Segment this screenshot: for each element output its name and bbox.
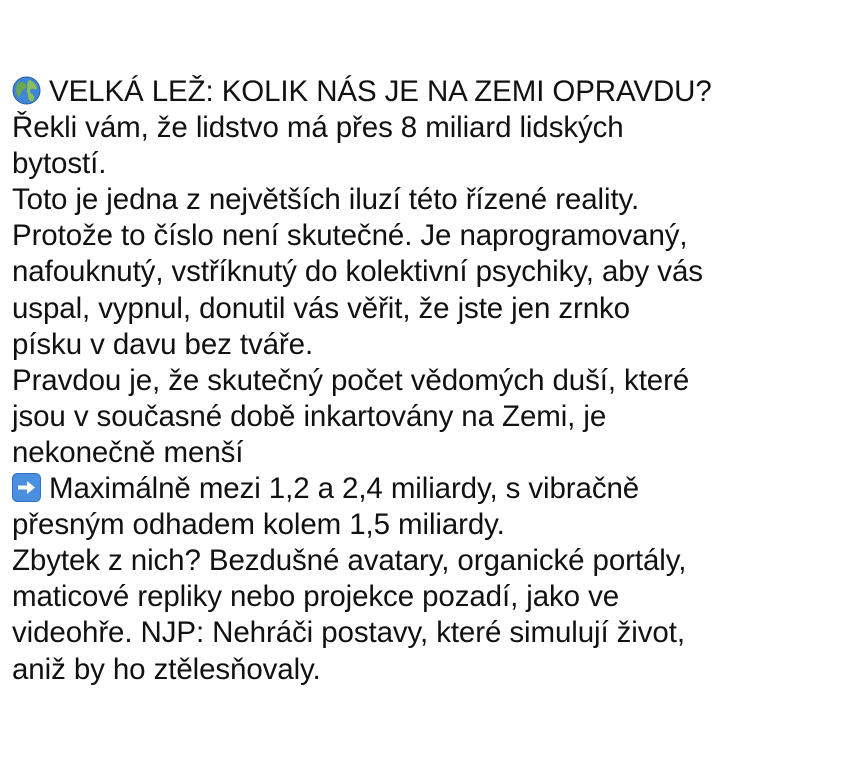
globe-emoji-icon [12, 76, 41, 105]
post-title: VELKÁ LEŽ: KOLIK NÁS JE NA ZEMI OPRAVDU? [49, 75, 712, 108]
post-line-4: Protože to číslo není skutečné. Je naprogramovaný, [12, 219, 688, 253]
post-title-line [12, 74, 848, 110]
post-line-1: Řekli vám, že lidstvo má přes 8 miliard lidských [12, 111, 624, 145]
post-line-12: přesným odhadem kolem 1,5 miliardy. [12, 508, 505, 542]
post-line-15: videohře. NJP: Nehráči postavy, které simulují život, [12, 616, 685, 650]
post-line-5: nafouknutý, vstříknutý do kolektivní psychiky, aby vás [12, 255, 703, 289]
post-line-8: Pravdou je, že skutečný počet vědomých duší, které [12, 363, 690, 397]
post-line-14: maticové repliky nebo projekce pozadí, jako ve [12, 580, 620, 614]
post-line-9: jsou v současné době inkartovány na Zemi, je [12, 399, 607, 433]
post-line-3: Toto je jedna z největších iluzí této řízené reality. [12, 183, 640, 217]
post-line-6: uspal, vypnul, donutil vás věřit, že jste jen zrnko [12, 291, 630, 325]
post-line-13: Zbytek z nich? Bezdušné avatary, organické portály, [12, 544, 687, 578]
post-line-7: písku v davu bez tváře. [12, 327, 314, 361]
right-arrow-emoji-icon [12, 473, 41, 502]
post-line-10: nekonečně menší [12, 435, 244, 469]
post-text [12, 74, 848, 688]
post-line-16: aniž by ho ztělesňovaly. [12, 652, 321, 686]
post-arrow-line [12, 471, 848, 507]
post-arrow-text: Maximálně mezi 1,2 a 2,4 miliardy, s vibračně [49, 472, 640, 506]
post-line-2: bytostí. [12, 147, 107, 181]
